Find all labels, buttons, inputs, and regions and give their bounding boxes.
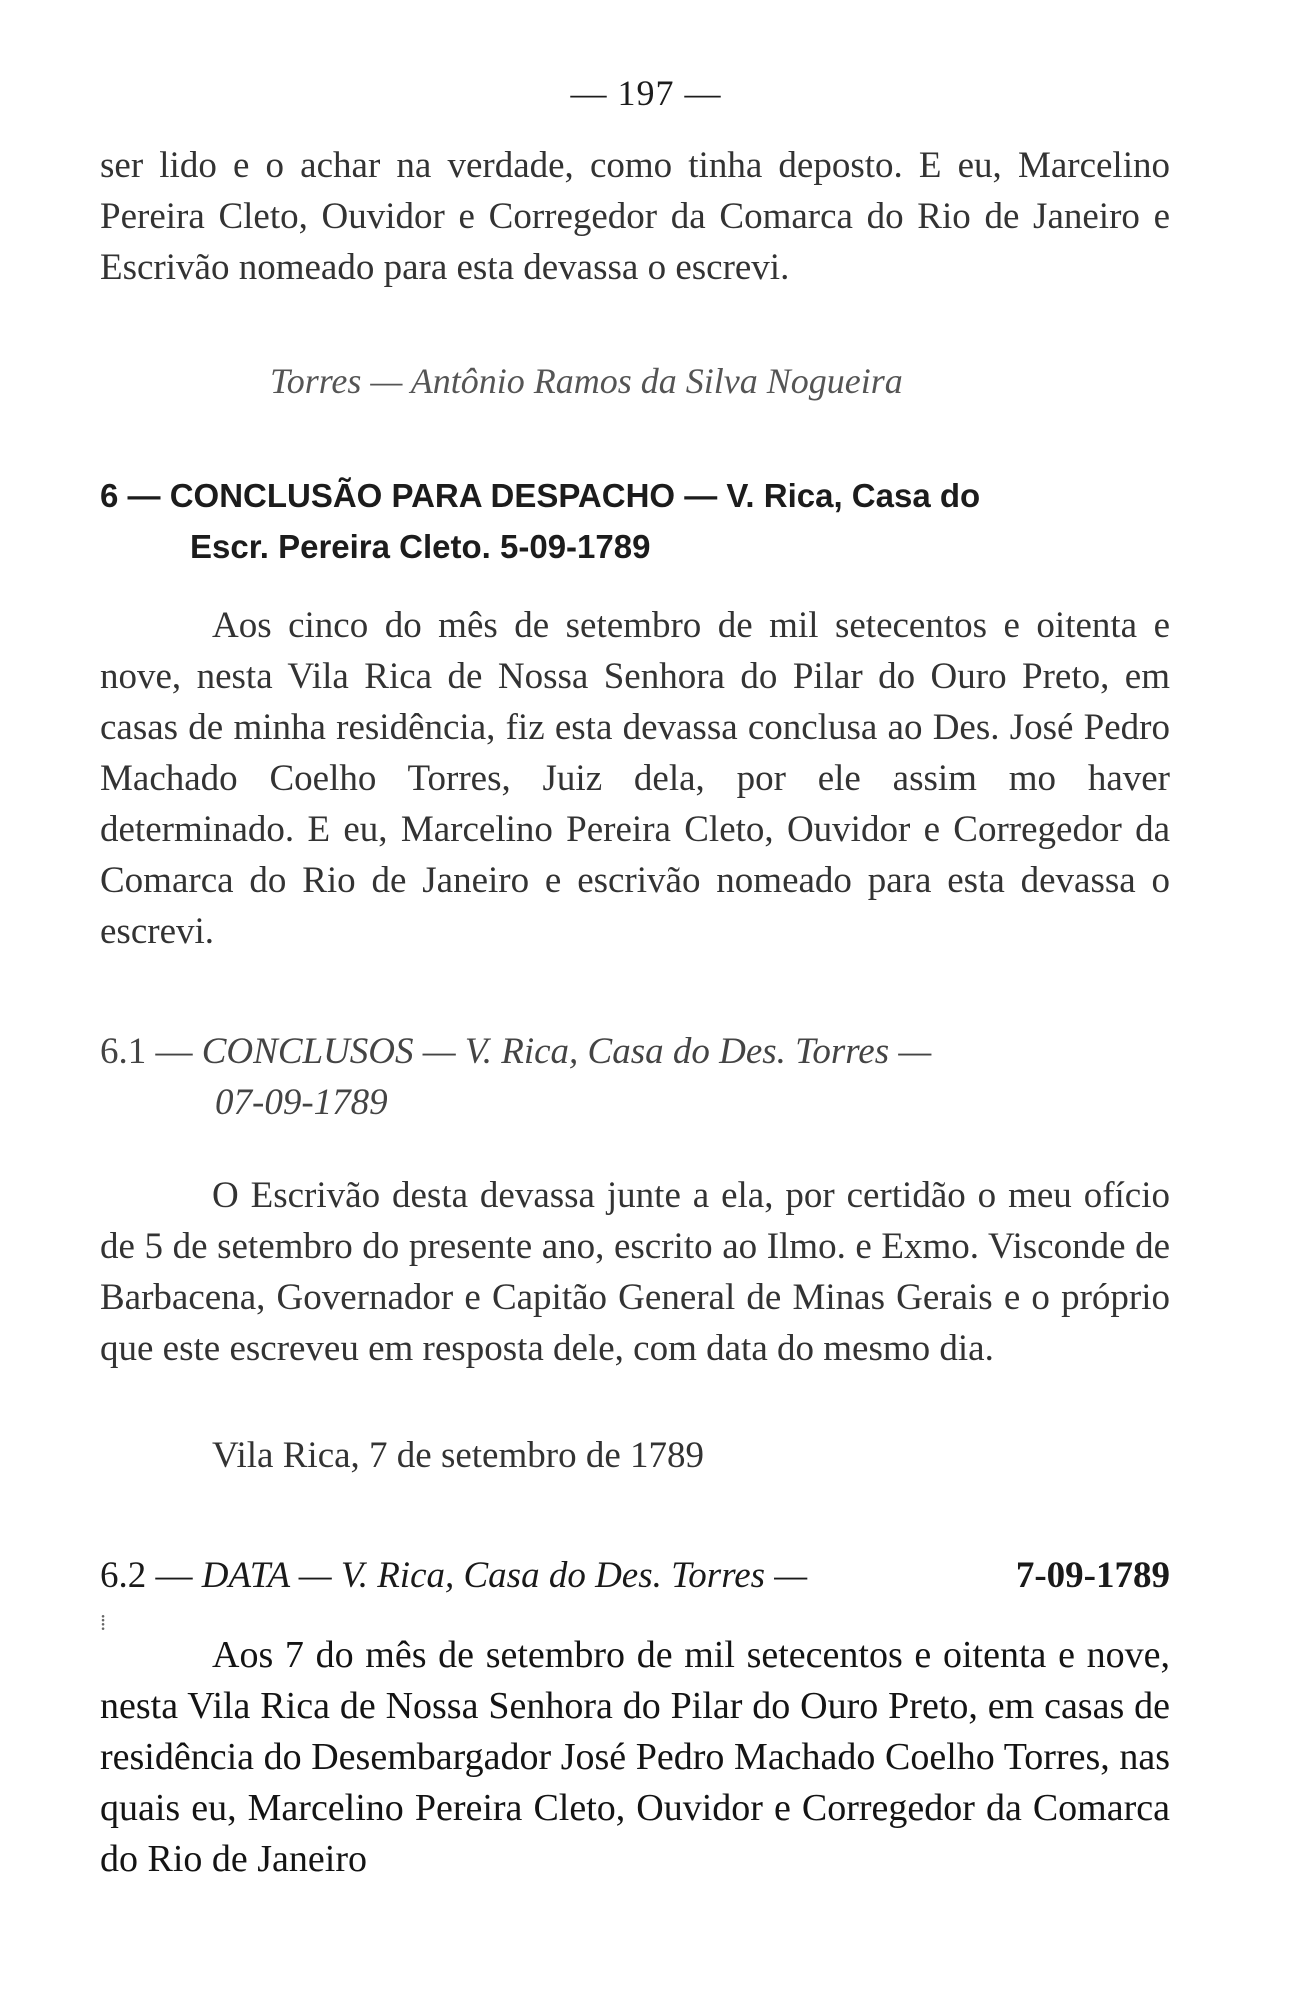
page-number: — 197 — xyxy=(570,73,722,113)
section-6-heading xyxy=(100,470,1170,572)
section-6-1-number: 6.1 — xyxy=(100,1031,193,1072)
section-6-1-body: O Escrivão desta devassa junte a ela, por certidão o meu ofício de 5 de setembro do presente ano, escrito ao Ilmo. e Exmo. Visconde de Barbacena, Governador e Capitão General de Minas Gerais e o próprio que este escreveu em resposta dele, com data do mesmo dia. xyxy=(100,1175,1170,1369)
section-6-2-heading-text: DATA — V. Rica, Casa do Des. Torres — xyxy=(201,1555,808,1596)
section-6-1-heading-line2: 07-09-1789 xyxy=(215,1082,388,1123)
signatures-line: Torres — Antônio Ramos da Silva Nogueira xyxy=(270,361,903,401)
margin-mark: ⁞ xyxy=(100,1610,107,1635)
section-6-1-heading xyxy=(100,1026,1170,1128)
section-6-2-date: 7-09-1789 xyxy=(1015,1555,1170,1596)
section-6-2-number: 6.2 — xyxy=(100,1555,193,1596)
section-6-body: Aos cinco do mês de setembro de mil setecentos e oitenta e nove, nesta Vila Rica de Nossa Senhora do Pilar do Ouro Preto, em casas de minha residência, fiz esta devassa conclusa ao Des. José Pedro Machado Coelho Torres, Juiz dela, por ele assim mo haver determinado. E eu, Marcelino Pereira Cleto, Ouvidor e Corregedor da Comarca do Rio de Janeiro e escrivão nomeado para esta devassa o escrevi. xyxy=(100,605,1170,952)
section-6-2-body: Aos 7 do mês de setembro de mil setecentos e oitenta e nove, nesta Vila Rica de Nossa Senhora do Pilar do Ouro Preto, em casas de residência do Desembargador José Pedro Machado Coelho Torres, nas quais eu, Marcelino Pereira Cleto, Ouvidor e Corregedor da Comarca do Rio de Janeiro xyxy=(100,1634,1170,1880)
section-6-2-heading xyxy=(100,1550,1170,1601)
section-6-heading-line1: 6 — CONCLUSÃO PARA DESPACHO — V. Rica, Casa do xyxy=(100,477,981,514)
section-6-heading-line2: Escr. Pereira Cleto. 5-09-1789 xyxy=(190,528,651,565)
section-6-1-place-date: Vila Rica, 7 de setembro de 1789 xyxy=(212,1435,705,1476)
intro-paragraph: ser lido e o achar na verdade, como tinha deposto. E eu, Marcelino Pereira Cleto, Ouvidor e Corregedor da Comarca do Rio de Janeiro e Escrivão nomeado para esta devassa o escrevi. xyxy=(100,145,1170,288)
section-6-1-heading-line1: CONCLUSOS — V. Rica, Casa do Des. Torres — xyxy=(201,1031,932,1072)
